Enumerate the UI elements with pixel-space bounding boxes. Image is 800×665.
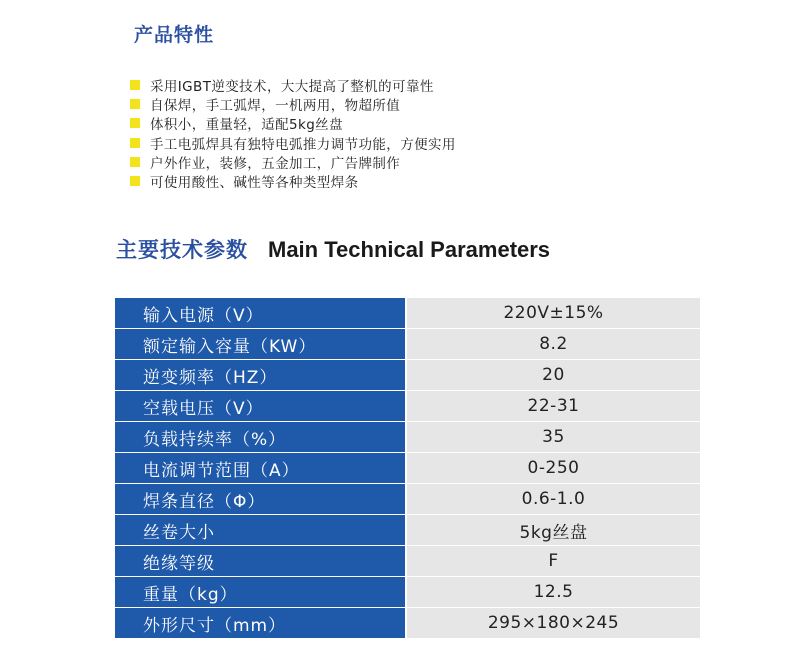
- feature-item: [130, 75, 456, 94]
- table-row: [115, 546, 700, 577]
- param-value: 22-31: [406, 391, 700, 422]
- param-value: 35: [406, 422, 700, 453]
- feature-text: 自保焊，手工弧焊，一机两用，物超所值: [150, 97, 401, 114]
- param-value: 220V±15%: [406, 298, 700, 329]
- feature-text: 手工电弧焊具有独特电弧推力调节功能，方便实用: [150, 136, 456, 153]
- param-label: 丝卷大小: [115, 515, 406, 546]
- feature-item: [130, 133, 456, 152]
- table-row: [115, 391, 700, 422]
- feature-item: [130, 171, 456, 190]
- yellow-square-bullet-icon: [130, 157, 140, 167]
- table-row: [115, 577, 700, 608]
- param-value: F: [406, 546, 700, 577]
- params-table: [115, 298, 700, 639]
- table-row: [115, 453, 700, 484]
- yellow-square-bullet-icon: [130, 80, 140, 90]
- yellow-square-bullet-icon: [130, 99, 140, 109]
- feature-text: 采用IGBT逆变技术，大大提高了整机的可靠性: [150, 78, 434, 95]
- param-value: 12.5: [406, 577, 700, 608]
- param-label: 绝缘等级: [115, 546, 406, 577]
- param-label: 焊条直径（Φ）: [115, 484, 406, 515]
- param-label: 外形尺寸（mm）: [115, 608, 406, 639]
- param-value: 8.2: [406, 329, 700, 360]
- table-row: [115, 298, 700, 329]
- param-label: 重量（kg）: [115, 577, 406, 608]
- feature-text: 体积小，重量轻，适配5kg丝盘: [150, 117, 343, 134]
- table-row: [115, 422, 700, 453]
- table-row: [115, 360, 700, 391]
- table-row: [115, 515, 700, 546]
- features-list: [130, 75, 456, 191]
- param-label: 逆变频率（HZ）: [115, 360, 406, 391]
- params-title-en: Main Technical Parameters: [268, 237, 551, 262]
- table-row: [115, 608, 700, 639]
- table-row: [115, 484, 700, 515]
- param-label: 负载持续率（%）: [115, 422, 406, 453]
- feature-item: [130, 114, 456, 133]
- param-label: 空载电压（V）: [115, 391, 406, 422]
- feature-item: [130, 94, 456, 113]
- param-value: 0.6-1.0: [406, 484, 700, 515]
- param-value: 20: [406, 360, 700, 391]
- feature-text: 可使用酸性、碱性等各种类型焊条: [150, 175, 359, 192]
- param-label: 电流调节范围（A）: [115, 453, 406, 484]
- params-title: [116, 234, 550, 264]
- params-title-cn: 主要技术参数: [116, 238, 248, 262]
- param-value: 295×180×245: [406, 608, 700, 639]
- param-label: 额定输入容量（KW）: [115, 329, 406, 360]
- table-row: [115, 329, 700, 360]
- param-value: 5kg丝盘: [406, 515, 700, 546]
- yellow-square-bullet-icon: [130, 176, 140, 186]
- yellow-square-bullet-icon: [130, 138, 140, 148]
- yellow-square-bullet-icon: [130, 118, 140, 128]
- param-value: 0-250: [406, 453, 700, 484]
- param-label: 输入电源（V）: [115, 298, 406, 329]
- feature-item: [130, 152, 456, 171]
- features-title: 产品特性: [134, 24, 215, 46]
- feature-text: 户外作业，装修，五金加工，广告牌制作: [150, 155, 401, 172]
